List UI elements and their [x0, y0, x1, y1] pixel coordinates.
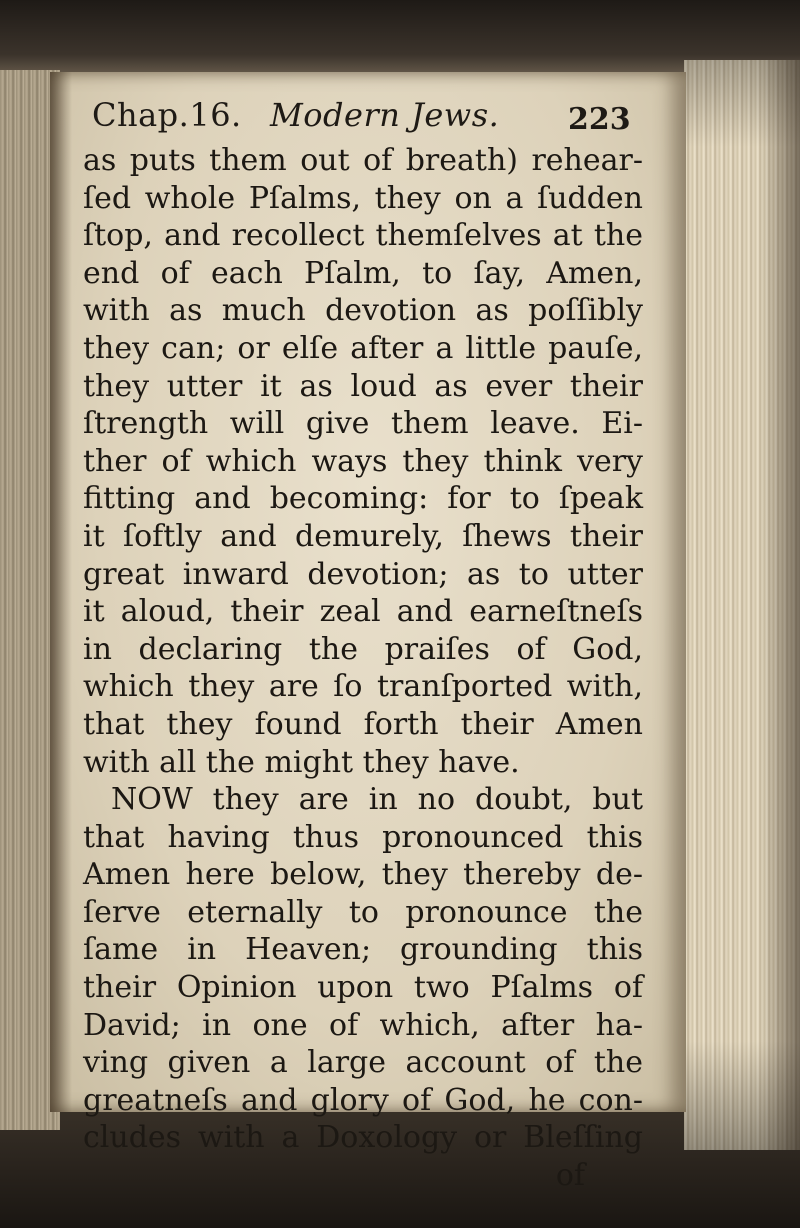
text-line: end of each Pſalm, to ſay, Amen, [83, 255, 643, 291]
text-line: with as much devotion as poſſibly [83, 293, 643, 329]
text-line: they can; or elſe after a little pauſe, [83, 330, 643, 366]
text-line: ſtrength will give them leave. Ei- [83, 406, 643, 442]
text-line: cludes with a Doxology or Bleſſing [83, 1120, 643, 1156]
gutter-shadow [50, 72, 72, 1112]
text-line: ſerve eternally to pronounce the [83, 894, 643, 930]
text-line: with all the might they have. [83, 744, 520, 780]
text-line: in declaring the praiſes of God, [83, 631, 643, 667]
text-line: ther of which ways they think very [83, 443, 643, 479]
text-line: ving given a large account of the [83, 1045, 643, 1081]
text-line: they utter it as loud as ever their [83, 368, 643, 404]
text-line: fitting and becoming: for to ſpeak [83, 481, 643, 517]
text-line: great inward devotion; as to utter [83, 556, 643, 592]
chapter-label: Chap.16. [92, 96, 242, 134]
text-line: ſed whole Pſalms, they on a ſudden [83, 180, 643, 216]
body-text [83, 142, 643, 1195]
text-line: David; in one of which, after ha- [83, 1007, 643, 1043]
text-line: it aloud, their zeal and earneſtneſs [83, 594, 643, 630]
text-line: greatneſs and glory of God, he con- [83, 1082, 643, 1118]
text-line: ſame in Heaven; grounding this [83, 932, 643, 968]
text-line: their Opinion upon two Pſalms of [83, 970, 643, 1006]
text-line: that they found forth their Amen [83, 706, 643, 742]
catchword: of [555, 1158, 585, 1194]
running-head [92, 96, 662, 140]
paragraph-start-line: NOW they are in no doubt, but [111, 782, 643, 818]
text-line: which they are ſo tranſported with, [83, 669, 643, 705]
text-line: Amen here below, they thereby de- [83, 857, 643, 893]
text-line: ſtop, and recollect themſelves at the [83, 218, 643, 254]
right-page-stack [684, 60, 800, 1150]
running-title: Modern Jews. [270, 96, 500, 134]
text-line: as puts them out of breath) rehear- [83, 143, 643, 178]
text-line: that having thus pronounced this [83, 819, 643, 855]
text-line: it ſoftly and demurely, ſhews their [83, 518, 643, 554]
background-top [0, 0, 800, 78]
page-number: 223 [568, 102, 631, 137]
